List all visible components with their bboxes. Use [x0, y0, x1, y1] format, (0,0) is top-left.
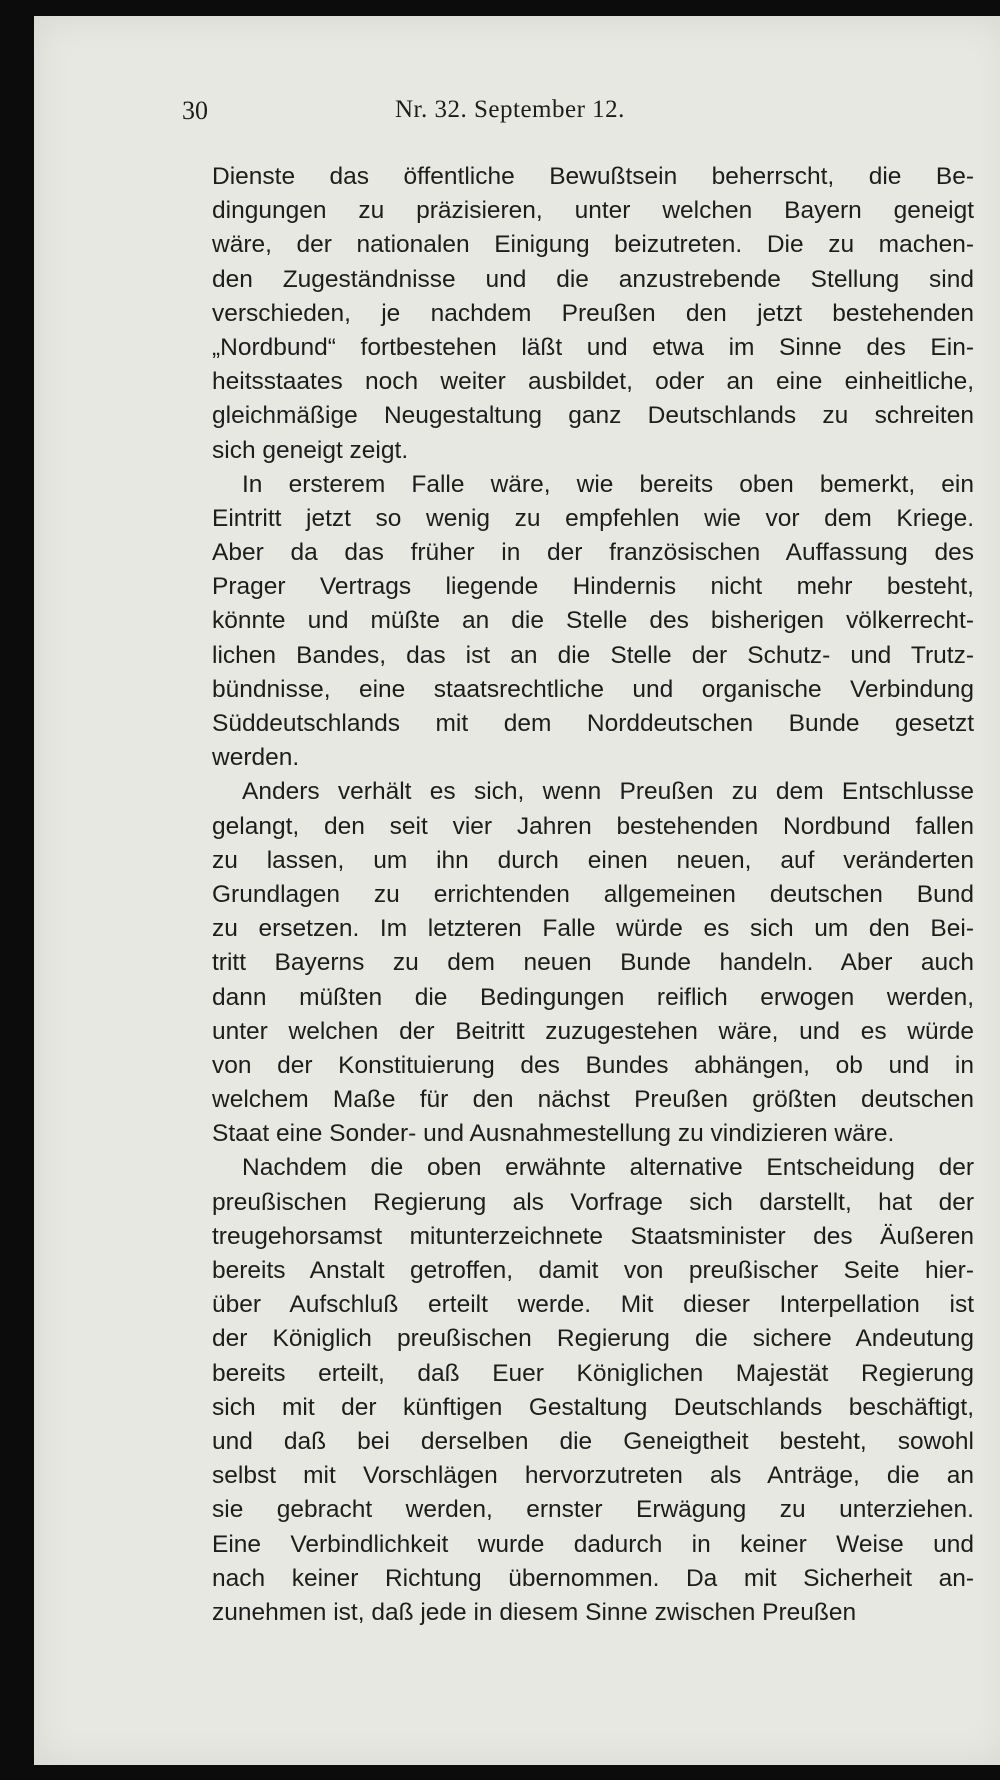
- text-line: dann müßten die Bedingungen reiflich erwogen werden,: [212, 983, 974, 1011]
- paragraph: [212, 775, 974, 1151]
- page-number: 30: [182, 96, 208, 125]
- text-line: selbst mit Vorschlägen hervorzutreten als Anträge, die an: [212, 1462, 974, 1490]
- text-line: bereits Anstalt getroffen, damit von preußischer Seite hier-: [212, 1257, 974, 1284]
- text-line: sie gebracht werden, ernster Erwägung zu unterziehen.: [212, 1496, 974, 1524]
- text-line: sich geneigt zeigt.: [212, 436, 409, 464]
- text-line: verschieden, je nachdem Preußen den jetzt bestehenden: [212, 299, 974, 327]
- text-line: „Nordbund“ fortbestehen läßt und etwa im Sinne des Ein-: [212, 333, 974, 361]
- text-line: Süddeutschlands mit dem Norddeutschen Bunde gesetzt: [212, 710, 974, 737]
- paragraph: [212, 468, 974, 776]
- text-line: bündnisse, eine staatsrechtliche und organische Verbindung: [212, 675, 974, 703]
- text-line: werden.: [212, 744, 300, 772]
- page-header: [182, 96, 782, 146]
- text-line: tritt Bayerns zu dem neuen Bunde handeln. Aber auch: [212, 949, 974, 977]
- text-line: welchem Maße für den nächst Preußen größten deutschen: [212, 1086, 974, 1114]
- text-line: und daß bei derselben die Geneigtheit besteht, sowohl: [212, 1427, 974, 1455]
- body-text: [212, 160, 974, 1630]
- text-line: den Zugeständnisse und die anzustrebende Stellung sind: [212, 265, 974, 293]
- text-line: treugehorsamst mitunterzeichnete Staatsminister des Äußeren: [212, 1222, 974, 1250]
- text-line: preußischen Regierung als Vorfrage sich darstellt, hat der: [212, 1188, 974, 1216]
- text-line: zunehmen ist, daß jede in diesem Sinne zwischen Preußen: [212, 1598, 857, 1626]
- text-line: Eine Verbindlichkeit wurde dadurch in keiner Weise und: [212, 1530, 974, 1558]
- text-line: bereits erteilt, daß Euer Königlichen Majestät Regierung: [212, 1359, 974, 1387]
- text-line: Staat eine Sonder- und Ausnahmestellung zu vindizieren wäre.: [212, 1120, 895, 1148]
- running-head: Nr. 32. September 12.: [395, 96, 625, 123]
- text-line: gleichmäßige Neugestaltung ganz Deutschlands zu schreiten: [212, 402, 974, 430]
- text-line: über Aufschluß erteilt werde. Mit dieser Interpellation ist: [212, 1291, 974, 1319]
- paragraph: [212, 1151, 974, 1630]
- text-line: heitsstaates noch weiter ausbildet, oder an eine einheitliche,: [212, 368, 974, 396]
- text-line: unter welchen der Beitritt zuzugestehen wäre, und es würde: [212, 1017, 974, 1045]
- text-line: der Königlich preußischen Regierung die sichere Andeutung: [212, 1325, 974, 1353]
- text-line: Prager Vertrags liegende Hindernis nicht mehr besteht,: [212, 573, 974, 601]
- text-line: Aber da das früher in der französischen Auffassung des: [212, 539, 974, 567]
- text-line: In ersterem Falle wäre, wie bereits oben bemerkt, ein: [242, 470, 974, 498]
- text-line: wäre, der nationalen Einigung beizutreten. Die zu machen-: [212, 231, 974, 259]
- text-line: zu lassen, um ihn durch einen neuen, auf veränderten: [212, 846, 974, 874]
- text-line: lichen Bandes, das ist an die Stelle der Schutz- und Trutz-: [212, 641, 974, 669]
- text-line: sich mit der künftigen Gestaltung Deutschlands beschäftigt,: [212, 1393, 974, 1421]
- text-line: könnte und müßte an die Stelle des bisherigen völkerrecht-: [212, 607, 974, 635]
- text-line: Dienste das öffentliche Bewußtsein beherrscht, die Be-: [212, 163, 974, 190]
- text-line: Nachdem die oben erwähnte alternative Entscheidung der: [242, 1154, 974, 1182]
- paragraph: [212, 160, 974, 468]
- text-line: Anders verhält es sich, wenn Preußen zu dem Entschlusse: [242, 778, 974, 806]
- text-line: zu ersetzen. Im letzteren Falle würde es sich um den Bei-: [212, 915, 974, 943]
- text-line: nach keiner Richtung übernommen. Da mit Sicherheit an-: [212, 1564, 974, 1592]
- text-line: gelangt, den seit vier Jahren bestehenden Nordbund fallen: [212, 812, 974, 840]
- text-line: dingungen zu präzisieren, unter welchen Bayern geneigt: [212, 197, 974, 225]
- text-line: Eintritt jetzt so wenig zu empfehlen wie vor dem Kriege.: [212, 504, 974, 532]
- text-line: Grundlagen zu errichtenden allgemeinen deutschen Bund: [212, 880, 974, 908]
- text-line: von der Konstituierung des Bundes abhängen, ob und in: [212, 1051, 974, 1079]
